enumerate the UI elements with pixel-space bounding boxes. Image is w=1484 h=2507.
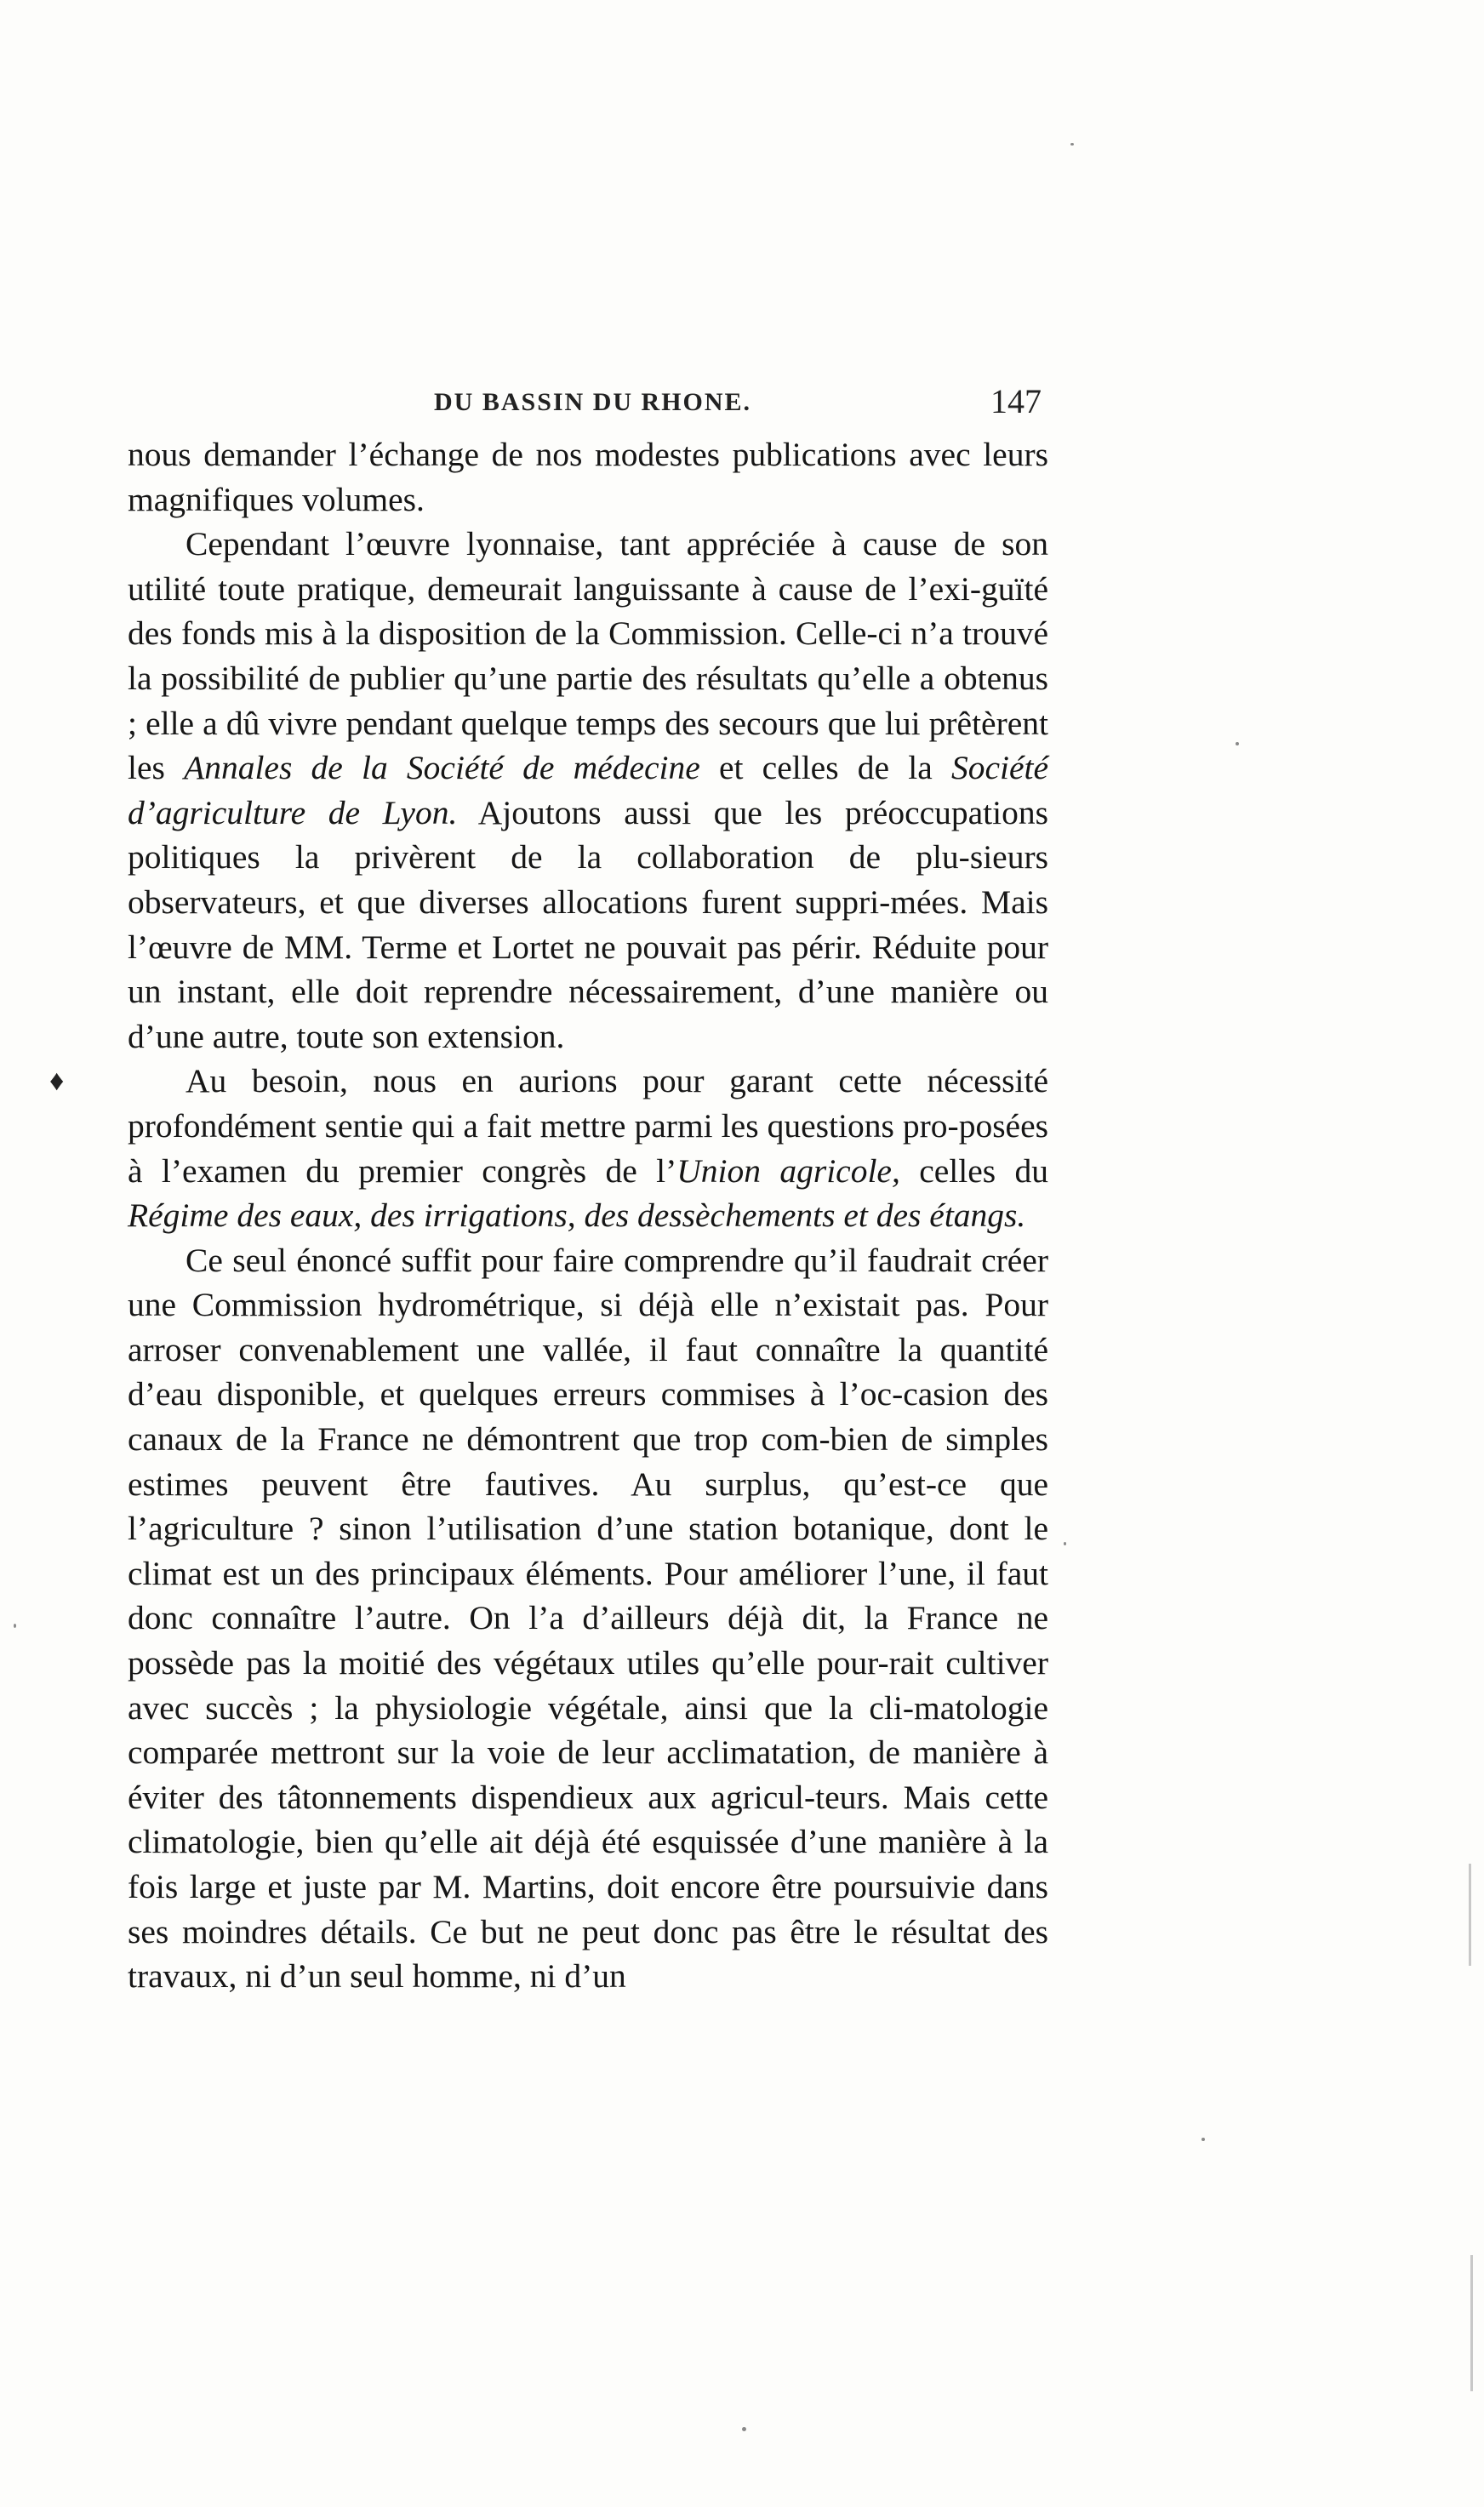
paper-speck bbox=[14, 1624, 16, 1628]
paragraph-2: Cependant l’œuvre lyonnaise, tant appréciée à cause de son utilité toute pratique, demeurait languissante à cause de l’exi-guïté des fonds mis à la disposition de la Commission. Celle-ci n’a trouvé la possibilité de publier qu’une partie des résultats qu’elle a obtenus ; elle a dû vivre pendant quelque temps des secours que lui prêtèrent les Annales de la Société de médecine et celles de la Société d’agriculture de Lyon. Ajoutons aussi que les préoccupations politiques la privèrent de la collaboration de plu-sieurs observateurs, et que diverses allocations furent suppri-mées. Mais l’œuvre de MM. Terme et Lortet ne pouvait pas périr. Réduite pour un instant, elle doit reprendre nécessairement, d’une manière ou d’une autre, toute son extension. bbox=[128, 525, 1048, 1055]
paper-speck bbox=[1064, 1542, 1066, 1545]
paper-speck bbox=[1236, 742, 1239, 745]
paper-speck bbox=[1070, 143, 1074, 146]
page-header bbox=[128, 381, 1047, 432]
running-head: DU BASSIN DU RHONE. bbox=[434, 388, 752, 416]
paragraph-1: nous demander l’échange de nos modestes publications avec leurs magnifiques volumes. bbox=[128, 436, 1048, 518]
body-text bbox=[128, 432, 1048, 1999]
margin-mark: ♦ bbox=[49, 1065, 65, 1097]
paper-speck bbox=[1470, 2255, 1473, 2391]
paper-speck bbox=[742, 2427, 746, 2431]
paper-speck bbox=[1201, 2138, 1205, 2141]
page-number: 147 bbox=[990, 382, 1042, 420]
paragraph-4: Ce seul énoncé suffit pour faire comprendre qu’il faudrait créer une Commission hydrométrique, si déjà elle n’existait pas. Pour arroser convenablement une vallée, il faut connaître la quantité d’eau disponible, et quelques erreurs commises à l’oc-casion des canaux de la France ne démontrent que trop com-bien de simples estimes peuvent être fautives. Au surplus, qu’est-ce que l’agriculture ? sinon l’utilisation d’une station botanique, dont le climat est un des principaux éléments. Pour améliorer l’une, il faut donc connaître l’autre. On l’a d’ailleurs déjà dit, la France ne possède pas la moitié des végétaux utiles qu’elle pour-rait cultiver avec succès ; la physiologie végétale, ainsi que la cli-matologie comparée mettront sur la voie de leur acclimatation, de manière à éviter des tâtonnements dispendieux aux agricul-teurs. Mais cette climatologie, bien qu’elle ait déjà été esquissée d’une manière à la fois large et juste par M. Martins, doit encore être poursuivie dans ses moindres détails. Ce but ne peut donc pas être le résultat des travaux, ni d’un seul homme, ni d’un bbox=[128, 1241, 1048, 1996]
paper-speck bbox=[1469, 1864, 1471, 1966]
paragraph-3: Au besoin, nous en aurions pour garant cette nécessité profondément sentie qui a fait mettre parmi les questions pro-posées à l’examen du premier congrès de l’Union agricole, celles du Régime des eaux, des irrigations, des dessèchements et des étangs. bbox=[128, 1062, 1048, 1235]
